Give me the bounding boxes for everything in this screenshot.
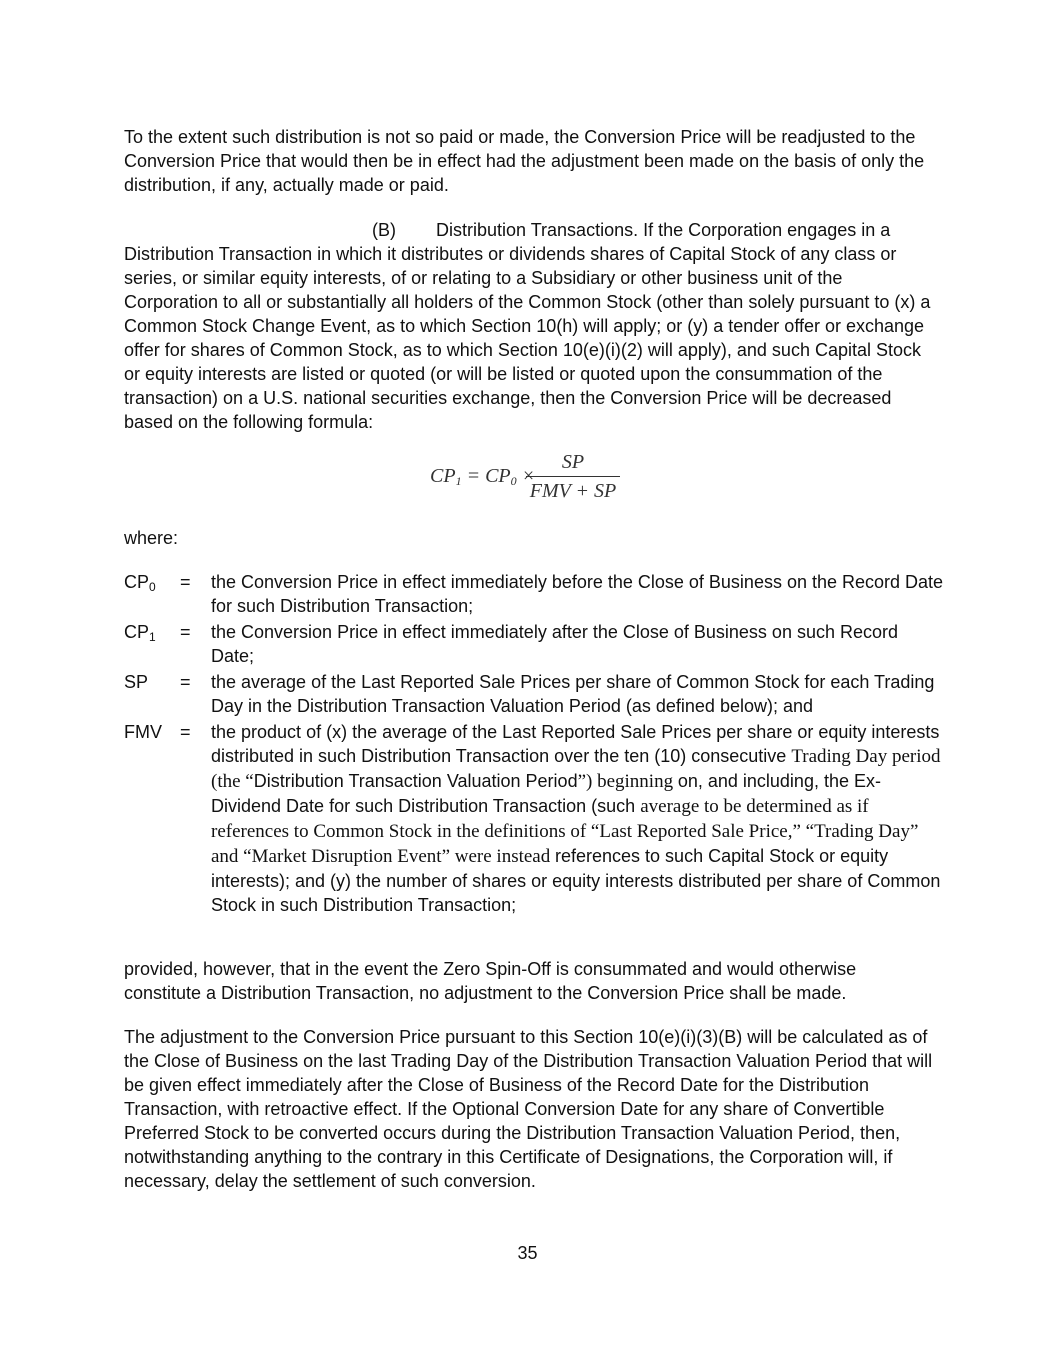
- conversion-price-formula: [430, 450, 630, 508]
- paragraph-distribution-transactions: [124, 218, 936, 434]
- definition-symbol: SP: [124, 672, 149, 692]
- definition-symbol: $CP_0$: [124, 572, 156, 594]
- formula-numerator: SP: [561, 451, 585, 473]
- definition-text: the average of the Last Reported Sale Prices per share of Common Stock for each Trading Day in the Distribution Transaction Valuation Period (as defined below); and: [211, 672, 935, 716]
- paragraph-zero-spin-off-proviso: provided, however, that in the event the Zero Spin-Off is consummated and would otherwise constitute a Distribution Transaction, no adjustment to the Conversion Price shall be made.: [124, 959, 857, 1003]
- section-label-b: (B): [372, 220, 396, 240]
- defined-term: Distribution Transaction Valuation Period: [253, 771, 578, 791]
- definition-fmv: FMV = the product of (x) the average of the Last Reported Sale Prices per share or equity interests distributed in such Distribution Transaction over the ten (10) consecutive Trading Day period (the “Distribution Transaction Valuation Period”) beginning on, and including, the Ex-Dividend Date for such Distribution Transaction (such average to be determined as if references to Common Stock in the definitions of “Last Reported Sale Price,” “Trading Day” and “Market Disruption Event” were instead references to such Capital Stock or equity interests); and (y) the number of shares or equity interests distributed per share of Common Stock in such Distribution Transaction;: [124, 720, 944, 917]
- page-number: 35: [517, 1243, 538, 1263]
- formula-denominator: FMV + SP: [529, 480, 617, 502]
- formula-fraction: [526, 450, 620, 503]
- definition-cp0: $CP_0$ = the Conversion Price in effect immediately before the Close of Business on the Record Date for such Distribution Transaction;: [124, 572, 944, 616]
- fraction-bar: [526, 476, 620, 477]
- definition-cp1: $CP_1$ = the Conversion Price in effect immediately after the Close of Business on such Record Date;: [124, 620, 944, 668]
- distribution-transactions-text: Distribution Transactions. If the Corporation engages in a Distribution Transaction in which it distributes or dividends shares of Capital Stock of any class or series, or similar equity interests, of or relating to a Subsidiary or other business unit of the Corporation to all or substantially all holders of the Common Stock (other than solely pursuant to (x) a Common Stock Change Event, as to which Section 10(h) will apply; or (y) a tender offer or exchange offer for shares of Common Stock, as to which Section 10(e)(i)(2) will apply), and such Capital Stock or equity interests are listed or quoted (or will be listed or quoted upon the consummation of the transaction) on a U.S. national securities exchange, then the Conversion Price will be decreased based on the following formula:: [124, 220, 931, 432]
- definitions-list: [124, 570, 944, 919]
- definition-text: the product of (x) the average of the Last Reported Sale Prices per share or equity interests distributed in such Distribution Transaction over the ten (10) consecutive Trading Day period (the “Distribution Transaction Valuation Period”) beginning on, and including, the Ex-Dividend Date for such Distribution Transaction (such average to be determined as if references to Common Stock in the definitions of “Last Reported Sale Price,” “Trading Day” and “Market Disruption Event” were instead references to such Capital Stock or equity interests); and (y) the number of shares or equity interests distributed per share of Common Stock in such Distribution Transaction;: [211, 722, 941, 915]
- definition-sp: SP = the average of the Last Reported Sale Prices per share of Common Stock for each Trading Day in the Distribution Transaction Valuation Period (as defined below); and: [124, 670, 944, 718]
- definition-text: the Conversion Price in effect immediately after the Close of Business on such Record Date;: [211, 622, 899, 666]
- formula-lhs: $CP_1 = CP_0$ ×: [430, 465, 536, 488]
- paragraph-adjustment-timing: The adjustment to the Conversion Price pursuant to this Section 10(e)(i)(3)(B) will be calculated as of the Close of Business on the last Trading Day of the Distribution Transaction Valuation Period that will be given effect immediately after the Close of Business of the Record Date for the Distribution Transaction, with retroactive effect. If the Optional Conversion Date for any share of Convertible Preferred Stock to be converted occurs during the Distribution Transaction Valuation Period, then, notwithstanding anything to the contrary in this Certificate of Designations, the Corporation will, if necessary, delay the settlement of such conversion.: [124, 1027, 933, 1191]
- where-label: where:: [124, 528, 179, 548]
- definition-text: the Conversion Price in effect immediately before the Close of Business on the Record Date for such Distribution Transaction;: [211, 572, 944, 616]
- definition-symbol: FMV: [124, 722, 162, 742]
- definition-symbol: $CP_1$: [124, 622, 156, 644]
- paragraph-readjustment: To the extent such distribution is not so paid or made, the Conversion Price will be readjusted to the Conversion Price that would then be in effect had the adjustment been made on the basis of only the distribution, if any, actually made or paid.: [124, 127, 925, 195]
